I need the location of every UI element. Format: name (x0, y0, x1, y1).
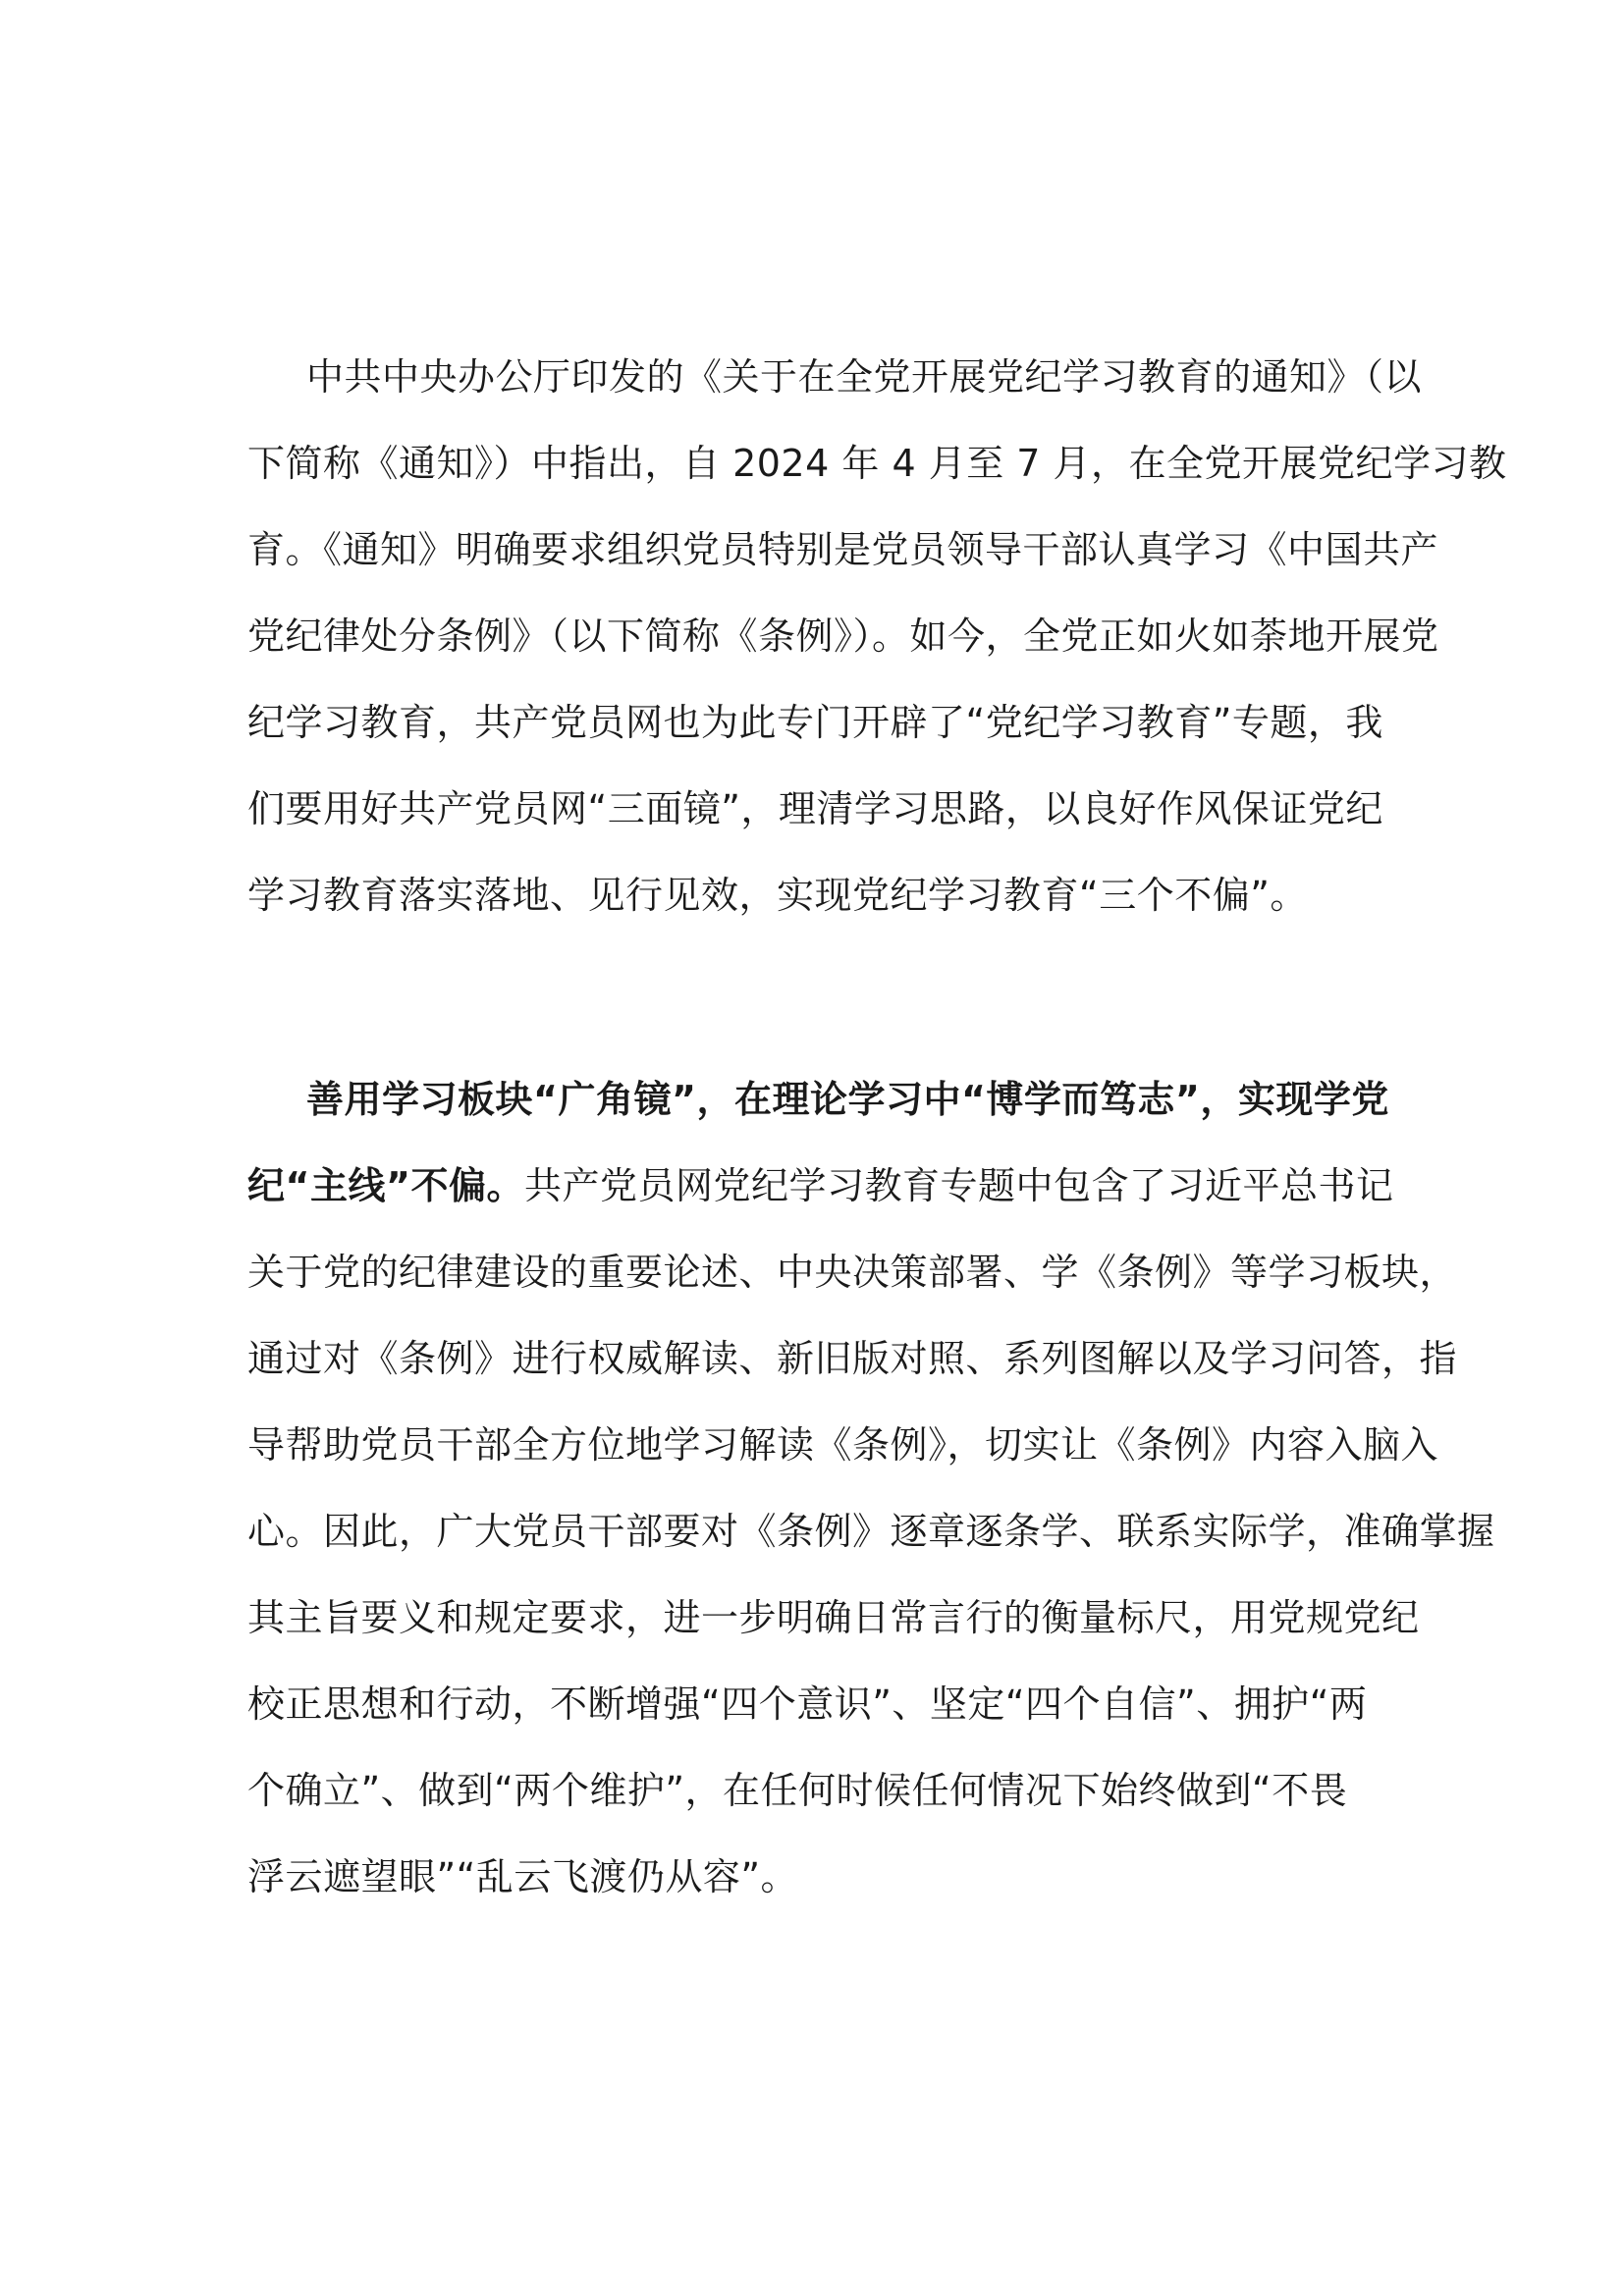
paragraph-intro (247, 334, 1507, 938)
text-line (247, 1143, 1396, 1229)
section-heading-tail: 纪“主线”不偏。 (247, 1164, 524, 1207)
text-line-rest: 共产党员网党纪学习教育专题中包含了习近平总书记 (523, 1164, 1394, 1207)
text-line: 校正思想和行动，不断增强“四个意识”、坚定“四个自信”、拥护“两 (247, 1682, 1368, 1726)
section-heading-line: 善用学习板块“广角镜”，在理论学习中“博学而笃志”，实现学党 (306, 1078, 1389, 1121)
paragraph-section-1 (247, 1056, 1495, 1920)
text-line: 学习教育落实落地、见行见效，实现党纪学习教育“三个不偏”。 (247, 874, 1308, 917)
text-line: 下简称《通知》）中指出，自 2024 年 4 月至 7 月，在全党开展党纪学习教 (247, 442, 1507, 485)
text-line: 通过对《条例》进行权威解读、新旧版对照、系列图解以及学习问答，指 (247, 1337, 1458, 1380)
text-line: 中共中央办公厅印发的《关于在全党开展党纪学习教育的通知》（以 (306, 355, 1423, 399)
text-line: 其主旨要义和规定要求，进一步明确日常言行的衡量标尺，用党规党纪 (247, 1596, 1420, 1639)
text-line: 导帮助党员干部全方位地学习解读《条例》，切实让《条例》内容入脑入 (247, 1423, 1439, 1467)
text-line: 纪学习教育，共产党员网也为此专门开辟了“党纪学习教育”专题，我 (247, 701, 1383, 744)
text-line: 党纪律处分条例》（以下简称《条例》）。如今，全党正如火如荼地开展党 (247, 614, 1439, 658)
text-line: 育。《通知》明确要求组织党员特别是党员领导干部认真学习《中国共产 (247, 528, 1439, 571)
text-line: 关于党的纪律建设的重要论述、中央决策部署、学《条例》等学习板块， (247, 1251, 1458, 1294)
text-line: 心。因此，广大党员干部要对《条例》逐章逐条学、联系实际学，准确掌握 (247, 1510, 1495, 1553)
text-line: 们要用好共产党员网“三面镜”，理清学习思路，以良好作风保证党纪 (247, 787, 1383, 830)
text-line: 浮云遮望眼”“乱云飞渡仍从容”。 (247, 1855, 799, 1898)
text-line: 个确立”、做到“两个维护”，在任何时候任何情况下始终做到“不畏 (247, 1769, 1348, 1812)
